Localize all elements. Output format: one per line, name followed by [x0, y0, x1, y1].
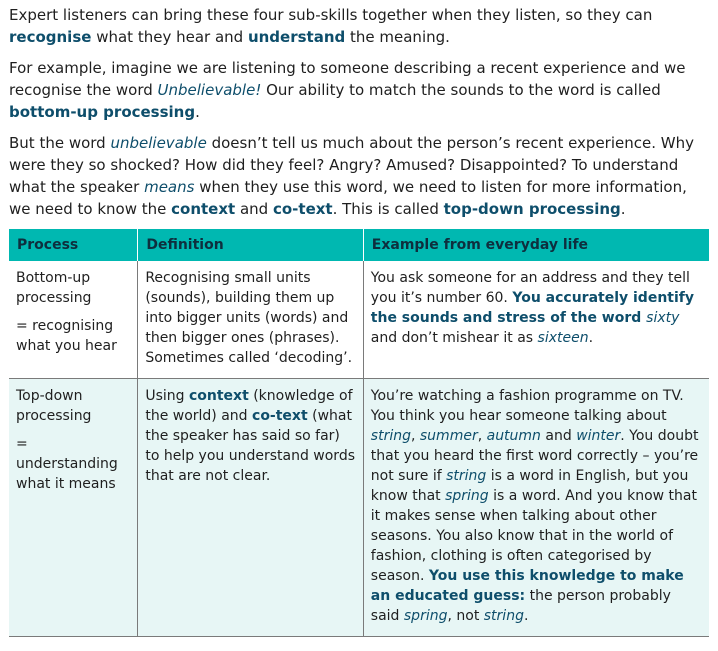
- text: . This is called: [332, 200, 444, 218]
- example-word: autumn: [486, 428, 541, 444]
- example-word: string: [370, 428, 411, 444]
- processing-table: [9, 229, 709, 637]
- intro-paragraph-3: [9, 132, 709, 220]
- term-co-text: co-text: [252, 408, 308, 424]
- column-header-example: Example from everyday life: [363, 229, 709, 261]
- example-word: summer: [419, 428, 478, 444]
- cell-example: [363, 261, 709, 379]
- process-meaning: = understanding what it means: [16, 436, 118, 492]
- example-word: sixteen: [537, 330, 589, 346]
- emphasis-word: means: [144, 178, 195, 196]
- text: (what the speaker has said so far) to help you understand words that are not clear.: [145, 408, 355, 484]
- text: is a word. And you know that it makes sense when talking about other seasons. You also know that in the world of fashion, clothing is often categorised by season.: [370, 488, 697, 584]
- example-word: spring: [403, 608, 448, 624]
- text: Using: [145, 388, 189, 404]
- text: (knowledge of the world) and: [145, 388, 353, 424]
- intro-paragraph-1: [9, 4, 709, 48]
- example-word: winter: [576, 428, 621, 444]
- text: and don’t mishear it as: [370, 330, 538, 346]
- term-co-text: co-text: [272, 200, 333, 218]
- text: , not: [447, 608, 484, 624]
- text: .: [195, 103, 200, 121]
- text: Expert listeners can bring these four sub-skills together when they listen, so they can: [9, 6, 653, 24]
- text: the meaning.: [345, 28, 450, 46]
- text: .: [620, 200, 626, 218]
- highlight: You accurately identify the sounds and stress of the word: [370, 290, 694, 326]
- text: when they use this word, we need to listen for more information, we need to know the: [9, 178, 687, 218]
- example-word: spring: [445, 488, 489, 504]
- example-word: sixty: [646, 310, 680, 326]
- term-context: context: [188, 388, 249, 404]
- table-row-top-down: [9, 379, 709, 637]
- column-header-process: Process: [9, 229, 138, 261]
- term-context: context: [171, 200, 236, 218]
- text: the person probably said: [370, 588, 671, 624]
- text: Our ability to match the sounds to the word is called: [261, 81, 661, 99]
- cell-definition: [138, 379, 363, 637]
- text: .: [523, 608, 529, 624]
- term-top-down: top-down processing: [443, 200, 621, 218]
- text: . You doubt that you heard the first word correctly – you’re not sure if: [370, 428, 699, 484]
- highlight: You use this knowledge to make an educated guess:: [370, 568, 684, 604]
- text: and: [540, 428, 577, 444]
- cell-definition: Recognising small units (sounds), building them up into bigger units (words) and then bigger ones (phrases). Sometimes called ‘decoding’.: [138, 261, 363, 379]
- process-name: Bottom-up processing: [16, 270, 92, 306]
- process-name: Top-down processing: [16, 388, 92, 424]
- cell-process: [9, 261, 138, 379]
- text: For example, imagine we are listening to someone describing a recent experience and we recognise the word: [9, 59, 686, 99]
- example-word: string: [446, 468, 487, 484]
- example-word: Unbelievable!: [157, 81, 262, 99]
- text: and: [235, 200, 273, 218]
- table-header-row: [9, 229, 709, 261]
- text: ,: [410, 428, 420, 444]
- text: .: [588, 330, 594, 346]
- cell-example: [363, 379, 709, 637]
- term-bottom-up: bottom-up processing: [9, 103, 196, 121]
- term-recognise: recognise: [9, 28, 92, 46]
- term-understand: understand: [247, 28, 346, 46]
- example-word: unbelievable: [110, 134, 207, 152]
- intro-paragraph-2: [9, 57, 709, 123]
- column-header-definition: Definition: [138, 229, 363, 261]
- text: what they hear and: [91, 28, 248, 46]
- process-meaning: = recognising what you hear: [16, 318, 117, 354]
- text: doesn’t tell us much about the person’s recent experience. Why were they so shocked? How did they feel? Angry? Amused? Disappointed? To understand what the speaker: [9, 134, 694, 196]
- text: You ask someone for an address and they tell you it’s number 60.: [370, 270, 690, 306]
- cell-process: [9, 379, 138, 637]
- text: is a word in English, but you know that: [370, 468, 689, 504]
- text: ,: [477, 428, 487, 444]
- table-row-bottom-up: [9, 261, 709, 379]
- text: You’re watching a fashion programme on TV. You think you hear someone talking about: [370, 388, 684, 424]
- example-word: string: [483, 608, 524, 624]
- text: But the word: [9, 134, 111, 152]
